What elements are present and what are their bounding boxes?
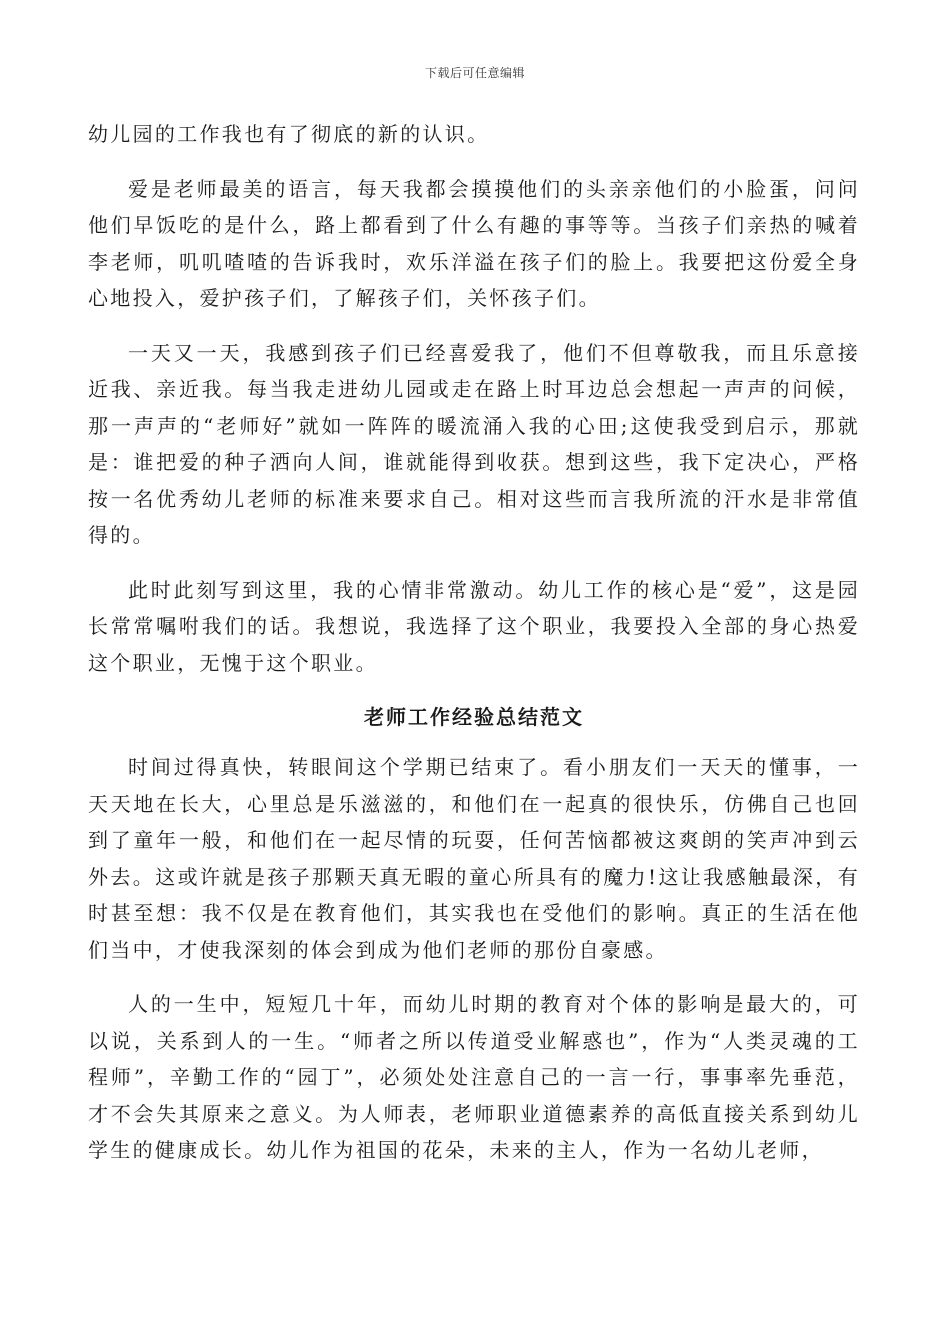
paragraph: 时间过得真快，转眼间这个学期已结束了。看小朋友们一天天的懂事，一天天地在长大，心里总是乐滋滋的，和他们在一起真的很快乐，仿佛自己也回到了童年一般，和他们在一起尽情的玩耍，任何苦恼都被这爽朗的笑声冲到云外去。这或许就是孩子那颗天真无暇的童心所具有的魔力!这让我感触最深，有时甚至想：我不仅是在教育他们，其实我也在受他们的影响。真正的生活在他们当中，才使我深刻的体会到成为他们老师的那份自豪感。 [88, 755, 860, 962]
paragraph: 一天又一天，我感到孩子们已经喜爱我了，他们不但尊敬我，而且乐意接近我、亲近我。每当我走进幼儿园或走在路上时耳边总会想起一声声的问候，那一声声的“老师好”就如一阵阵的暖流涌入我的心田;这使我受到启示，那就是：谁把爱的种子洒向人间，谁就能得到收获。想到这些，我下定决心，严格按一名优秀幼儿老师的标准来要求自己。相对这些而言我所流的汗水是非常值得的。 [88, 340, 860, 547]
section-title: 老师工作经验总结范文 [364, 705, 584, 729]
page-header: 下载后可任意编辑 [424, 66, 525, 80]
document-body [88, 116, 860, 1187]
paragraph: 爱是老师最美的语言，每天我都会摸摸他们的头亲亲他们的小脸蛋，问问他们早饭吃的是什么，路上都看到了什么有趣的事等等。当孩子们亲热的喊着李老师，叽叽喳喳的告诉我时，欢乐洋溢在孩子们的脸上。我要把这份爱全身心地投入，爱护孩子们，了解孩子们，关怀孩子们。 [88, 176, 860, 310]
paragraph: 此时此刻写到这里，我的心情非常激动。幼儿工作的核心是“爱”，这是园长常常嘱咐我们的话。我想说，我选择了这个职业，我要投入全部的身心热爱这个职业，无愧于这个职业。 [88, 577, 860, 675]
paragraph-continuation: 幼儿园的工作我也有了彻底的新的认识。 [88, 122, 490, 146]
paragraph: 人的一生中，短短几十年，而幼儿时期的教育对个体的影响是最大的，可以说，关系到人的一生。“师者之所以传道受业解惑也”，作为“人类灵魂的工程师”，辛勤工作的“园丁”，必须处处注意自己的一言一行，事事率先垂范，才不会失其原来之意义。为人师表，老师职业道德素养的高低直接关系到幼儿学生的健康成长。幼儿作为祖国的花朵，未来的主人，作为一名幼儿老师， [88, 992, 860, 1162]
